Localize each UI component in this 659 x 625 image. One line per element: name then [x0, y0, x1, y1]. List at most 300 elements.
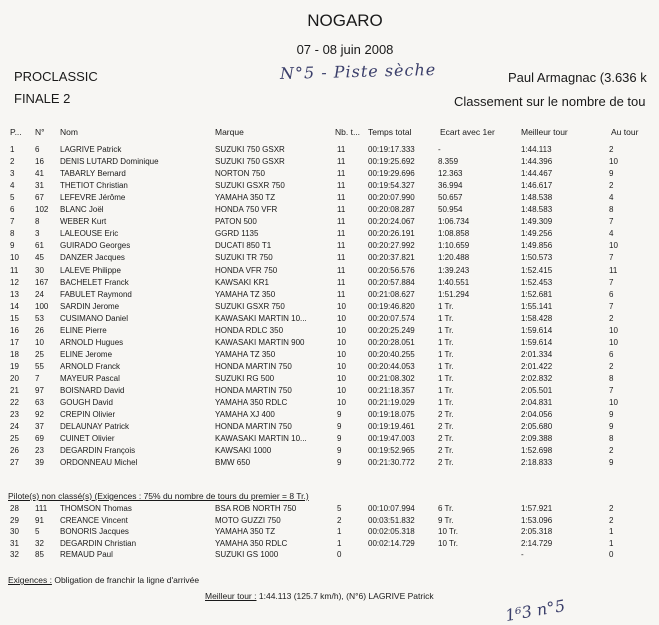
- cell-num: 10: [35, 337, 44, 347]
- cell-laps: 11: [337, 205, 346, 215]
- cell-make: YAMAHA 350 RDLC: [215, 538, 288, 548]
- cell-laps: 9: [337, 446, 342, 456]
- cell-lap: 2: [609, 145, 614, 154]
- cell-num: 39: [35, 458, 44, 468]
- cell-laps: 10: [337, 337, 346, 347]
- cell-num: 69: [35, 434, 44, 444]
- best-lap-text: 1:44.113 (125.7 km/h), (N°6) LAGRIVE Patrick: [258, 591, 434, 601]
- event-dates: 07 - 08 juin 2008: [296, 42, 394, 57]
- cell-laps: 10: [337, 349, 346, 359]
- cell-num: 41: [35, 169, 44, 179]
- cell-gap: 10 Tr.: [438, 538, 459, 548]
- cell-lap: 2: [609, 515, 614, 525]
- cell-time: 00:21:18.357: [368, 386, 415, 395]
- cell-laps: 11: [337, 229, 346, 239]
- cell-gap: 2 Tr.: [438, 446, 454, 456]
- cell-num: 100: [35, 301, 49, 311]
- cell-pos: 10: [10, 253, 19, 263]
- cell-best: 1:59.614: [521, 337, 553, 347]
- cell-best: 2:14.729: [521, 538, 553, 548]
- cell-name: DEGARDIN François: [60, 446, 136, 456]
- column-headers: [0, 127, 659, 139]
- table-row: [0, 229, 659, 239]
- cell-make: SUZUKI GS 1000: [215, 550, 279, 559]
- table-row: [0, 434, 659, 444]
- cell-best: 1:52.681: [521, 289, 553, 299]
- cell-best: 2:09.388: [521, 434, 553, 444]
- cell-num: 111: [35, 504, 48, 513]
- requirement-label: Exigences :: [8, 575, 52, 585]
- cell-pos: 32: [10, 550, 19, 559]
- cell-name: THETIOT Christian: [60, 181, 128, 191]
- cell-name: DANZER Jacques: [60, 253, 125, 263]
- cell-gap: 1 Tr.: [438, 337, 454, 347]
- cell-make: BMW 650: [215, 458, 251, 468]
- cell-gap: 10 Tr.: [438, 527, 459, 536]
- cell-gap: 1 Tr.: [438, 373, 454, 383]
- col-lap: Au tour: [611, 127, 639, 137]
- cell-time: 00:20:40.255: [368, 349, 415, 359]
- requirement-text: Obligation de franchir la ligne d'arrivée: [54, 575, 200, 585]
- cell-lap: 8: [609, 434, 614, 444]
- ranking-note: Classement sur le nombre de tou: [454, 94, 646, 109]
- handwritten-scrawl: 1⁶3 n°5: [503, 595, 567, 625]
- table-row: [0, 550, 659, 560]
- table-row: [0, 181, 659, 191]
- cell-num: 37: [35, 422, 44, 432]
- cell-pos: 25: [10, 434, 19, 444]
- cell-num: 102: [35, 205, 49, 215]
- cell-make: HONDA MARTIN 750: [215, 361, 292, 371]
- cell-make: BSA ROB NORTH 750: [215, 504, 297, 513]
- page-title: NOGARO: [307, 11, 383, 30]
- cell-best: 1:44.467: [521, 169, 553, 179]
- col-pos: P...: [10, 127, 22, 137]
- cell-name: CUSIMANO Daniel: [60, 313, 129, 323]
- cell-gap: 1 Tr.: [438, 398, 454, 408]
- cell-num: 67: [35, 193, 44, 203]
- cell-name: BLANC Joël: [60, 205, 104, 215]
- cell-name: MAYEUR Pascal: [60, 373, 120, 383]
- cell-num: 7: [35, 373, 40, 383]
- table-row: [0, 302, 659, 312]
- cell-gap: 1:20.488: [438, 253, 470, 263]
- cell-num: 92: [35, 410, 44, 420]
- cell-pos: 17: [10, 337, 19, 347]
- cell-time: 00:20:24.067: [368, 217, 415, 227]
- cell-laps: 11: [337, 289, 346, 299]
- cell-gap: 9 Tr.: [438, 515, 454, 525]
- cell-lap: 10: [609, 398, 618, 408]
- cell-laps: 10: [337, 386, 346, 395]
- cell-make: SUZUKI TR 750: [215, 253, 273, 263]
- cell-pos: 11: [10, 265, 19, 275]
- cell-gap: 50.954: [438, 205, 463, 215]
- cell-gap: 1 Tr.: [438, 349, 454, 359]
- table-row: [0, 157, 659, 167]
- cell-time: 00:20:08.287: [368, 205, 415, 215]
- cell-best: 1:44.396: [521, 157, 553, 167]
- cell-pos: 21: [10, 386, 19, 395]
- cell-make: GGRD 1135: [215, 229, 259, 239]
- cell-laps: 11: [337, 181, 346, 191]
- cell-best: 2:01.422: [521, 361, 553, 371]
- table-row: [0, 446, 659, 456]
- cell-laps: 9: [337, 458, 342, 468]
- cell-name: LALEVE Philippe: [60, 265, 121, 275]
- cell-make: KAWASAKI MARTIN 10...: [215, 313, 307, 323]
- cell-time: 00:19:29.696: [368, 169, 415, 179]
- cell-lap: 2: [609, 313, 614, 323]
- cell-pos: 4: [10, 181, 15, 191]
- cell-pos: 1: [10, 145, 15, 154]
- cell-laps: 11: [337, 241, 346, 251]
- cell-time: 00:19:46.820: [368, 301, 415, 311]
- cell-gap: 1:10.659: [438, 241, 470, 251]
- cell-laps: 2: [337, 515, 342, 525]
- cell-best: -: [521, 550, 524, 559]
- cell-lap: 2: [609, 504, 614, 513]
- cell-laps: 11: [337, 169, 346, 179]
- cell-gap: 1:06.734: [438, 217, 470, 227]
- cell-lap: 8: [609, 205, 614, 215]
- table-row: [0, 350, 659, 360]
- cell-make: HONDA RDLC 350: [215, 325, 284, 335]
- unclassified-heading: Pilote(s) non classé(s) (Exigences : 75% du nombre de tours du premier = 8 Tr.): [8, 491, 309, 501]
- table-row: [0, 398, 659, 408]
- cell-time: 00:03:51.832: [368, 515, 415, 525]
- table-row: [0, 539, 659, 549]
- cell-lap: 2: [609, 446, 614, 456]
- cell-gap: 1 Tr.: [438, 361, 454, 371]
- cell-name: LEFEVRE Jérôme: [60, 193, 126, 203]
- cell-num: 167: [35, 277, 49, 287]
- cell-make: DUCATI 850 T1: [215, 241, 272, 251]
- cell-pos: 26: [10, 446, 19, 456]
- col-name: Nom: [60, 127, 78, 137]
- cell-lap: 6: [609, 349, 614, 359]
- cell-make: SUZUKI RG 500: [215, 373, 275, 383]
- table-row: [0, 314, 659, 324]
- table-row: [0, 386, 659, 396]
- cell-make: YAMAHA 350 RDLC: [215, 398, 288, 408]
- table-row: [0, 516, 659, 526]
- cell-time: 00:20:44.053: [368, 361, 415, 371]
- cell-time: 00:19:18.075: [368, 410, 415, 420]
- cell-make: KAWSAKI KR1: [215, 277, 269, 287]
- cell-name: ARNOLD Hugues: [60, 337, 124, 347]
- cell-best: 1:44.113: [521, 145, 552, 154]
- cell-num: 3: [35, 229, 40, 239]
- cell-gap: 1 Tr.: [438, 386, 454, 395]
- table-row: [0, 326, 659, 336]
- cell-time: 00:20:07.990: [368, 193, 415, 203]
- cell-time: 00:10:07.994: [368, 504, 415, 513]
- cell-num: 45: [35, 253, 44, 263]
- cell-pos: 9: [10, 241, 15, 251]
- cell-lap: 10: [609, 157, 618, 167]
- cell-make: YAMAHA TZ 350: [215, 349, 276, 359]
- cell-lap: 11: [609, 265, 618, 275]
- cell-make: HONDA MARTIN 750: [215, 422, 292, 432]
- cell-time: 00:19:25.692: [368, 157, 415, 167]
- cell-time: 00:20:56.576: [368, 265, 415, 275]
- cell-num: 97: [35, 386, 44, 395]
- cell-num: 5: [35, 527, 40, 536]
- cell-name: ELINE Jerome: [60, 349, 113, 359]
- cell-pos: 12: [10, 277, 19, 287]
- cell-laps: 11: [337, 145, 346, 154]
- handwritten-note: N°5 - Piste sèche: [279, 59, 437, 84]
- cell-lap: 9: [609, 410, 614, 420]
- cell-lap: 7: [609, 217, 614, 227]
- cell-name: REMAUD Paul: [60, 550, 113, 559]
- cell-num: 26: [35, 325, 44, 335]
- cell-laps: 9: [337, 434, 342, 444]
- cell-lap: 2: [609, 181, 614, 191]
- cell-best: 1:52.698: [521, 446, 553, 456]
- table-row: [0, 193, 659, 203]
- cell-lap: 8: [609, 373, 614, 383]
- cell-lap: 7: [609, 253, 614, 263]
- cell-make: YAMAHA XJ 400: [215, 410, 275, 420]
- cell-gap: 6 Tr.: [438, 504, 454, 513]
- cell-best: 1:55.141: [521, 301, 553, 311]
- cell-best: 1:50.573: [521, 253, 553, 263]
- table-row: [0, 241, 659, 251]
- cell-best: 1:58.428: [521, 313, 553, 323]
- cell-best: 1:48.583: [521, 205, 553, 215]
- cell-time: 00:20:57.884: [368, 277, 415, 287]
- circuit-name: Paul Armagnac (3.636 k: [508, 70, 647, 85]
- cell-best: 1:52.415: [521, 265, 553, 275]
- cell-name: CREPIN Olivier: [60, 410, 116, 420]
- cell-pos: 29: [10, 515, 19, 525]
- cell-lap: 6: [609, 289, 614, 299]
- cell-num: 55: [35, 361, 44, 371]
- table-row: [0, 374, 659, 384]
- cell-pos: 30: [10, 527, 19, 536]
- col-best: Meilleur tour: [521, 127, 568, 137]
- cell-name: BACHELET Franck: [60, 277, 129, 287]
- table-row: [0, 253, 659, 263]
- cell-best: 2:04.831: [521, 398, 553, 408]
- cell-best: 2:04.056: [521, 410, 553, 420]
- cell-pos: 22: [10, 398, 19, 408]
- cell-time: 00:19:54.327: [368, 181, 415, 191]
- cell-gap: 36.994: [438, 181, 463, 191]
- cell-name: ORDONNEAU Michel: [60, 458, 138, 468]
- cell-laps: 10: [337, 301, 346, 311]
- cell-name: TABARLY Bernard: [60, 169, 126, 179]
- cell-lap: 2: [609, 361, 614, 371]
- cell-gap: 12.363: [438, 169, 463, 179]
- cell-time: 00:19:47.003: [368, 434, 415, 444]
- cell-make: NORTON 750: [215, 169, 265, 179]
- table-row: [0, 504, 659, 514]
- cell-num: 24: [35, 289, 44, 299]
- session-name: FINALE 2: [14, 91, 71, 106]
- cell-lap: 7: [609, 301, 614, 311]
- cell-lap: 10: [609, 241, 618, 251]
- cell-laps: 11: [337, 265, 346, 275]
- cell-num: 53: [35, 313, 44, 323]
- cell-best: 2:01.334: [521, 349, 553, 359]
- cell-best: 1:59.614: [521, 325, 553, 335]
- cell-name: DEGARDIN Christian: [60, 538, 137, 548]
- best-lap-label: Meilleur tour :: [205, 591, 257, 601]
- cell-name: ARNOLD Franck: [60, 361, 121, 371]
- cell-pos: 24: [10, 422, 19, 432]
- cell-make: HONDA VFR 750: [215, 265, 278, 275]
- cell-make: SUZUKI GSXR 750: [215, 181, 285, 191]
- table-row: [0, 290, 659, 300]
- best-lap-note: [205, 591, 434, 601]
- cell-gap: 2 Tr.: [438, 458, 454, 468]
- cell-pos: 23: [10, 410, 19, 420]
- cell-time: 00:21:08.302: [368, 373, 415, 383]
- cell-laps: 1: [337, 527, 342, 536]
- cell-laps: 9: [337, 410, 342, 420]
- cell-time: 00:19:19.461: [368, 422, 415, 432]
- cell-gap: 1:51.294: [438, 289, 470, 299]
- cell-time: 00:21:30.772: [368, 458, 415, 468]
- cell-make: HONDA 750 VFR: [215, 205, 278, 215]
- cell-lap: 4: [609, 193, 614, 203]
- cell-num: 23: [35, 446, 44, 456]
- col-make: Marque: [215, 127, 244, 137]
- cell-lap: 10: [609, 325, 618, 335]
- cell-time: 00:20:25.249: [368, 325, 415, 335]
- cell-pos: 7: [10, 217, 15, 227]
- cell-num: 25: [35, 349, 44, 359]
- cell-laps: 11: [337, 157, 346, 167]
- cell-name: LAGRIVE Patrick: [60, 145, 122, 154]
- cell-laps: 10: [337, 313, 346, 323]
- cell-laps: 1: [337, 538, 342, 548]
- cell-num: 31: [35, 181, 44, 191]
- cell-num: 61: [35, 241, 44, 251]
- cell-num: 91: [35, 515, 44, 525]
- cell-gap: 1:40.551: [438, 277, 470, 287]
- table-row: [0, 145, 659, 155]
- cell-best: 2:02.832: [521, 373, 553, 383]
- cell-laps: 11: [337, 277, 346, 287]
- cell-time: 00:20:26.191: [368, 229, 415, 239]
- cell-make: KAWASAKI MARTIN 10...: [215, 434, 307, 444]
- cell-best: 1:57.921: [521, 504, 553, 513]
- cell-time: 00:20:37.821: [368, 253, 415, 263]
- cell-make: YAMAHA TZ 350: [215, 289, 276, 299]
- cell-laps: 5: [337, 504, 342, 513]
- cell-pos: 3: [10, 169, 15, 179]
- table-row: [0, 422, 659, 432]
- cell-lap: 9: [609, 422, 614, 432]
- cell-best: 2:18.833: [521, 458, 553, 468]
- cell-time: 00:21:08.627: [368, 289, 415, 299]
- cell-laps: 11: [337, 193, 346, 203]
- cell-make: PATON 500: [215, 217, 257, 227]
- table-row: [0, 362, 659, 372]
- cell-name: SARDIN Jerome: [60, 301, 120, 311]
- cell-make: KAWASAKI MARTIN 900: [215, 337, 305, 347]
- cell-gap: 8.359: [438, 157, 459, 167]
- cell-pos: 15: [10, 313, 19, 323]
- cell-make: SUZUKI 750 GSXR: [215, 157, 285, 167]
- cell-time: 00:02:14.729: [368, 538, 415, 548]
- table-row: [0, 217, 659, 227]
- requirement-note: [8, 575, 199, 585]
- cell-time: 00:20:28.051: [368, 337, 415, 347]
- cell-time: 00:20:27.992: [368, 241, 415, 251]
- cell-lap: 0: [609, 550, 614, 559]
- cell-pos: 28: [10, 504, 19, 513]
- cell-gap: 1:08.858: [438, 229, 470, 239]
- cell-make: SUZUKI GSXR 750: [215, 301, 285, 311]
- series-name: PROCLASSIC: [14, 69, 98, 84]
- cell-laps: 11: [337, 217, 346, 227]
- col-gap: Ecart avec 1er: [440, 127, 495, 137]
- cell-name: ELINE Pierre: [60, 325, 107, 335]
- cell-pos: 13: [10, 289, 19, 299]
- cell-time: 00:21:19.029: [368, 398, 415, 408]
- table-row: [0, 169, 659, 179]
- cell-pos: 5: [10, 193, 15, 203]
- cell-name: GUIRADO Georges: [60, 241, 131, 251]
- cell-make: HONDA MARTIN 750: [215, 386, 292, 395]
- table-row: [0, 338, 659, 348]
- cell-name: WEBER Kurt: [60, 217, 107, 227]
- cell-name: BONORIS Jacques: [60, 527, 129, 536]
- cell-pos: 19: [10, 361, 19, 371]
- cell-time: 00:02:05.318: [368, 527, 415, 536]
- cell-gap: 1 Tr.: [438, 301, 454, 311]
- cell-name: CUINET Olivier: [60, 434, 115, 444]
- cell-pos: 8: [10, 229, 15, 239]
- cell-lap: 4: [609, 229, 614, 239]
- cell-best: 1:48.538: [521, 193, 553, 203]
- cell-name: GOUGH David: [60, 398, 113, 408]
- cell-best: 1:49.256: [521, 229, 553, 239]
- table-row: [0, 205, 659, 215]
- cell-make: SUZUKI 750 GSXR: [215, 145, 285, 154]
- cell-laps: 10: [337, 361, 346, 371]
- cell-name: DENIS LUTARD Dominique: [60, 157, 159, 167]
- cell-name: DELAUNAY Patrick: [60, 422, 130, 432]
- cell-time: 00:19:52.965: [368, 446, 415, 456]
- cell-gap: 1 Tr.: [438, 325, 454, 335]
- col-laps: Nb. t...: [335, 127, 361, 137]
- cell-best: 2:05.501: [521, 386, 553, 395]
- cell-pos: 14: [10, 301, 19, 311]
- table-row: [0, 458, 659, 468]
- cell-lap: 10: [609, 337, 618, 347]
- cell-laps: 11: [337, 253, 346, 263]
- cell-laps: 10: [337, 325, 346, 335]
- cell-name: BOISNARD David: [60, 386, 125, 395]
- cell-laps: 0: [337, 550, 342, 559]
- cell-num: 6: [35, 145, 40, 154]
- cell-gap: 2 Tr.: [438, 410, 454, 420]
- cell-pos: 20: [10, 373, 19, 383]
- cell-best: 1:49.856: [521, 241, 553, 251]
- cell-pos: 27: [10, 458, 19, 468]
- cell-num: 85: [35, 550, 44, 559]
- cell-lap: 7: [609, 386, 614, 395]
- cell-laps: 10: [337, 373, 346, 383]
- cell-gap: 1 Tr.: [438, 313, 454, 323]
- col-time: Temps total: [368, 127, 412, 137]
